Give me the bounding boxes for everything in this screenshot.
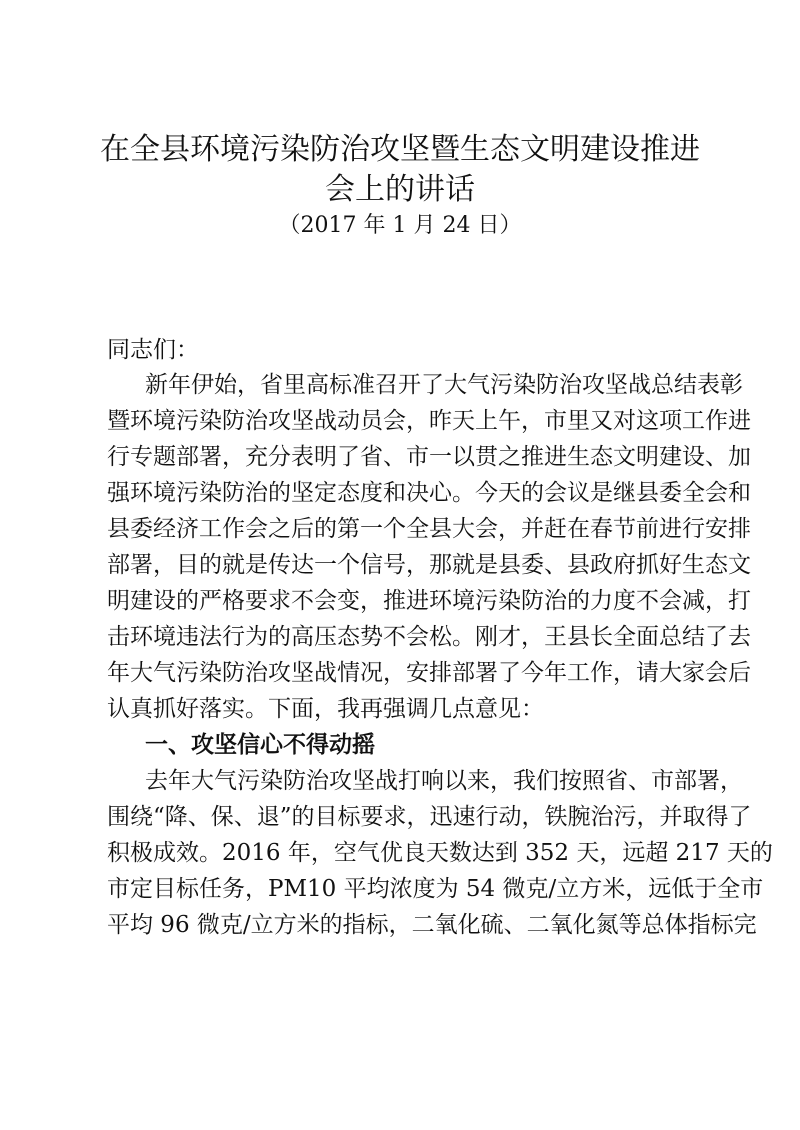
paragraph-line: 明建设的严格要求不会变，推进环境污染防治的力度不会减，打 — [107, 588, 751, 614]
paragraph-line: 暨环境污染防治攻坚战动员会，昨天上午，市里又对这项工作进 — [107, 408, 751, 434]
paragraph-line: 行专题部署，充分表明了省、市一以贯之推进生态文明建设、加 — [107, 444, 751, 470]
paragraph-line: 击环境违法行为的高压态势不会松。刚才，王县长全面总结了去 — [107, 624, 751, 650]
paragraph-line: 县委经济工作会之后的第一个全县大会，并赶在春节前进行安排 — [107, 516, 751, 542]
paragraph-line: 积极成效。2016 年，空气优良天数达到 352 天，远超 217 天的 — [107, 840, 773, 866]
speech-date: （2017 年 1 月 24 日） — [278, 213, 522, 238]
salutation: 同志们： — [107, 337, 199, 363]
section-heading: 一、攻坚信心不得动摇 — [145, 732, 375, 758]
paragraph-line: 年大气污染防治攻坚战情况，安排部署了今年工作，请大家会后 — [107, 660, 751, 686]
paragraph-line: 强环境污染防治的坚定态度和决心。今天的会议是继县委全会和 — [107, 480, 751, 506]
document-title-line-2: 会上的讲话 — [325, 172, 475, 207]
paragraph-line: 去年大气污染防治攻坚战打响以来，我们按照省、市部署， — [145, 768, 743, 794]
paragraph-line: 新年伊始，省里高标准召开了大气污染防治攻坚战总结表彰 — [145, 372, 743, 398]
paragraph-line: 认真抓好落实。下面，我再强调几点意见： — [107, 696, 544, 722]
paragraph-line: 市定目标任务，PM10 平均浓度为 54 微克/立方米，远低于全市 — [107, 876, 764, 902]
paragraph-line: 部署，目的就是传达一个信号，那就是县委、县政府抓好生态文 — [107, 552, 751, 578]
document-title-line-1: 在全县环境污染防治攻坚暨生态文明建设推进 — [100, 132, 700, 167]
paragraph-line: 围绕“降、保、退”的目标要求，迅速行动，铁腕治污，并取得了 — [107, 804, 752, 830]
paragraph-line: 平均 96 微克/立方米的指标，二氧化硫、二氧化氮等总体指标完 — [107, 912, 757, 938]
